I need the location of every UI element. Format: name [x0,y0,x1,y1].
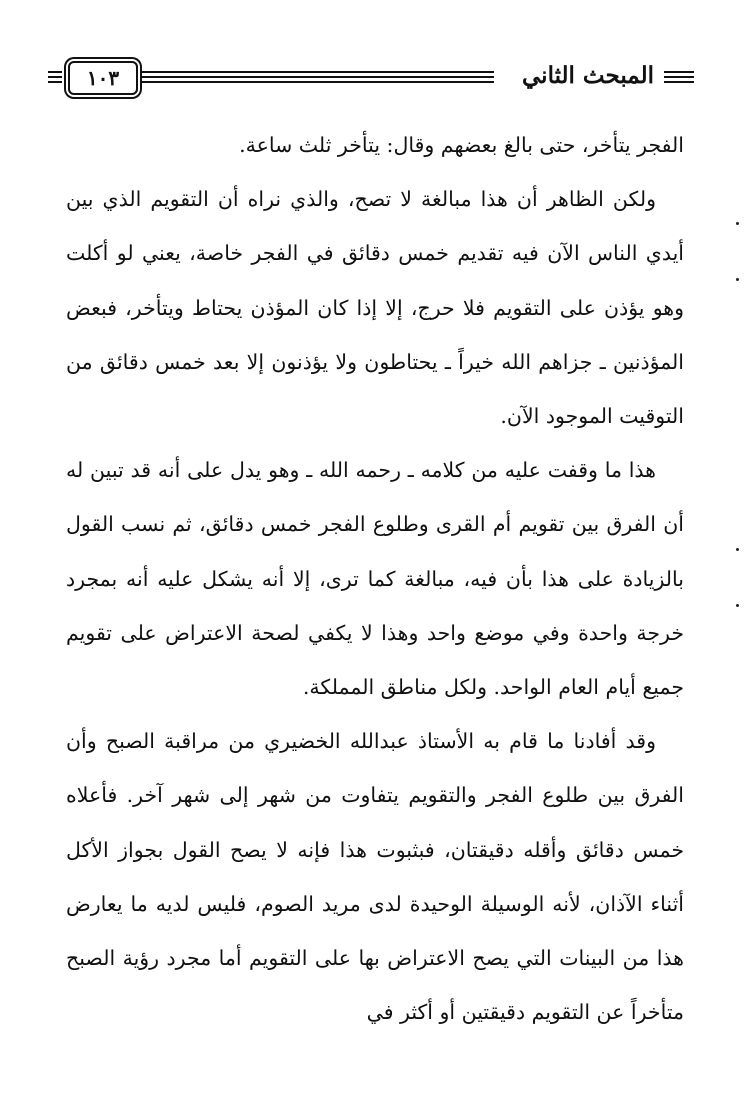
paragraph: هذا ما وقفت عليه من كلامه ـ رحمه الله ـ وهو يدل على أنه قد تبين له أن الفرق بين تقويم أم القرى وطلوع الفجر خمس دقائق، ثم نسب القول بالزيادة على هذا بأن فيه، مبالغة كما ترى، إلا أنه يشكل عليه أنه بمجرد خرجة واحدة وفي موضع واحد وهذا لا يكفي لصحة الاعتراض على تقويم جميع أيام العام الواحد. ولكل مناطق المملكة. [66,458,684,700]
page-header [48,58,694,102]
header-rule [140,71,494,83]
margin-mark [736,604,739,607]
margin-mark [736,548,739,551]
paragraph: ولكن الظاهر أن هذا مبالغة لا تصح، والذي نراه أن التقويم الذي بين أيدي الناس الآن فيه تقديم خمس دقائق في الفجر خاصة، يعني لو أكلت وهو يؤذن على التقويم فلا حرج، إلا إذا كان المؤذن يحتاط ويتأخر، فبعض المؤذنين ـ جزاهم الله خيراً ـ يحتاطون ولا يؤذنون إلا بعد خمس دقائق من التوقيت الموجود الآن. [66,187,684,429]
paragraph: وقد أفادنا ما قام به الأستاذ عبدالله الخضيري من مراقبة الصبح وأن الفرق بين طلوع الفجر والتقويم يتفاوت من شهر إلى شهر آخر. فأعلاه خمس دقائق وأقله دقيقتان، فبثبوت هذا فإنه لا يصح القول بجواز الأكل أثناء الآذان، لأنه الوسيلة الوحيدة لدى مريد الصوم، فليس لديه ما يعارض هذا من البينات التي يصح الاعتراض بها على التقويم أما مجرد رؤية الصبح متأخراً عن التقويم دقيقتين أو أكثر في [66,729,684,1025]
margin-mark [736,222,739,225]
header-ornament-left [48,71,62,83]
margin-mark [736,278,739,281]
chapter-title: المبحث الثاني [522,62,654,89]
page-body [66,118,684,1039]
page-number: ١٠٣ [68,61,138,95]
paragraph: الفجر يتأخر، حتى بالغ بعضهم وقال: يتأخر ثلث ساعة. [239,133,684,157]
header-ornament-right [664,71,694,83]
